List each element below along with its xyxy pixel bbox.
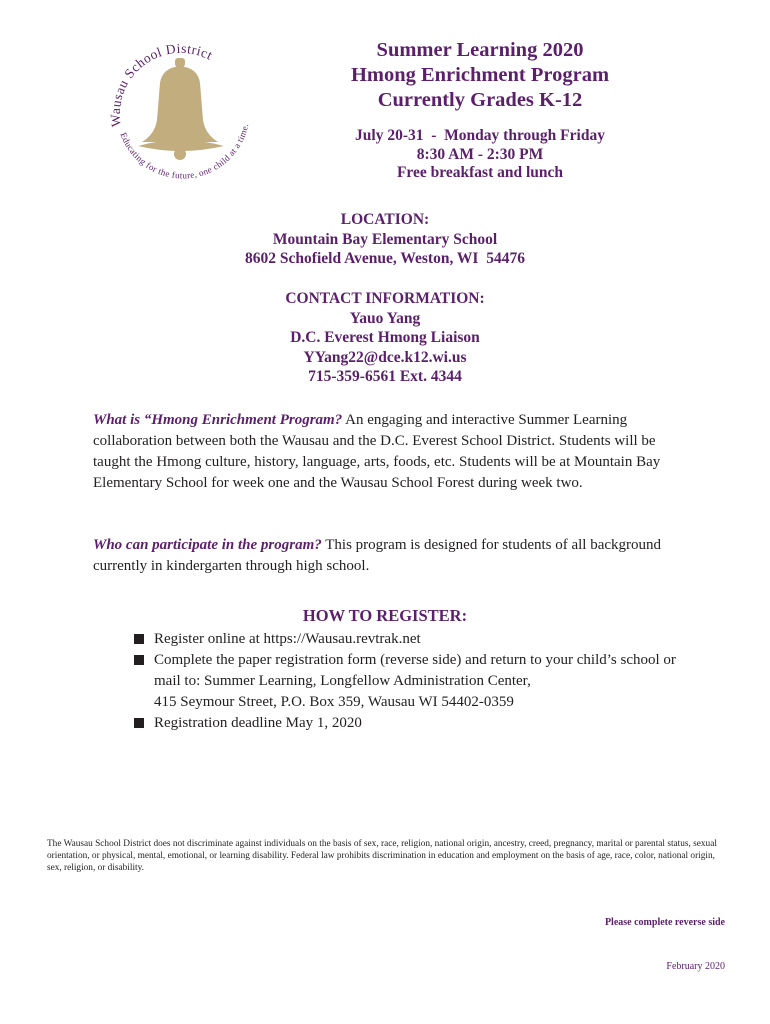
register-heading: HOW TO REGISTER:	[302, 606, 468, 625]
list-item	[134, 650, 694, 713]
bell-seal-icon	[100, 38, 260, 198]
location-address: 8602 Schofield Avenue, Weston, WI 54476	[245, 250, 525, 267]
title-line-1: Summer Learning 2020	[376, 39, 584, 61]
contact-name: Yauo Yang	[349, 309, 421, 327]
what-question: What is “Hmong Enrichment Program?	[93, 412, 343, 428]
square-bullet-icon	[134, 634, 144, 644]
event-details	[290, 127, 670, 183]
event-dates: July 20-31 - Monday through Friday	[355, 127, 605, 144]
title-line-2: Hmong Enrichment Program	[350, 64, 610, 86]
contact-heading: CONTACT INFORMATION:	[285, 290, 485, 307]
square-bullet-icon	[134, 718, 144, 728]
list-item	[134, 629, 694, 650]
school-district-logo	[100, 38, 260, 198]
bell-icon	[138, 58, 224, 160]
nondiscrimination-disclaimer: The Wausau School District does not discriminate against individuals on the basis of sex, race, religion, national origin, ancestry, creed, pregnancy, marital or parental status, sexual orientation, or physical, mental, emotional, or learning disability. Federal law prohibits discrimination in education and employment on the basis of age, race, color, national origin, sex, religion, or disability.	[47, 839, 717, 873]
location-heading: LOCATION:	[340, 211, 430, 228]
location-name: Mountain Bay Elementary School	[272, 230, 498, 248]
header	[290, 38, 670, 183]
logo-bottom-text: Educating for the future, one child at a time.	[118, 122, 251, 181]
document-date: February 2020	[666, 961, 725, 972]
list-item	[134, 713, 694, 734]
contact-section	[0, 289, 770, 387]
logo-top-text: Wausau School District	[107, 40, 216, 128]
contact-phone: 715-359-6561 Ext. 4344	[308, 368, 462, 385]
reverse-side-note: Please complete reverse side	[604, 917, 725, 928]
what-answer: An engaging and interactive Summer Learning collaboration between both the Wausau and the D.C. Everest School District. Students will be taught the Hmong culture, history, language, arts, foods, etc. Students will be at Mountain Bay Elementary School for week one and the Wausau School Forest during week two.	[93, 412, 661, 491]
square-bullet-icon	[134, 655, 144, 665]
event-times: 8:30 AM - 2:30 PM	[416, 145, 544, 163]
register-mail-address: 415 Seymour Street, P.O. Box 359, Wausau WI 54402-0359	[154, 694, 514, 710]
who-paragraph	[93, 535, 693, 577]
register-list	[134, 629, 694, 734]
what-paragraph	[93, 410, 693, 494]
contact-role: D.C. Everest Hmong Liaison	[290, 329, 480, 346]
register-paper-text: Complete the paper registration form (reverse side) and return to your child’s school or mail to: Summer Learning, Longfellow Administration Center,	[154, 652, 676, 689]
title-line-3: Currently Grades K-12	[377, 89, 583, 111]
event-meals: Free breakfast and lunch	[396, 164, 564, 181]
register-online-text[interactable]: Register online at https://Wausau.revtrak.net	[154, 631, 421, 647]
contact-email[interactable]: YYang22@dce.k12.wi.us	[303, 348, 467, 366]
register-deadline-text: Registration deadline May 1, 2020	[154, 715, 362, 731]
who-answer: This program is designed for students of all background currently in kindergarten through high school.	[93, 537, 662, 574]
location-section	[0, 210, 770, 269]
who-question: Who can participate in the program?	[93, 537, 322, 553]
